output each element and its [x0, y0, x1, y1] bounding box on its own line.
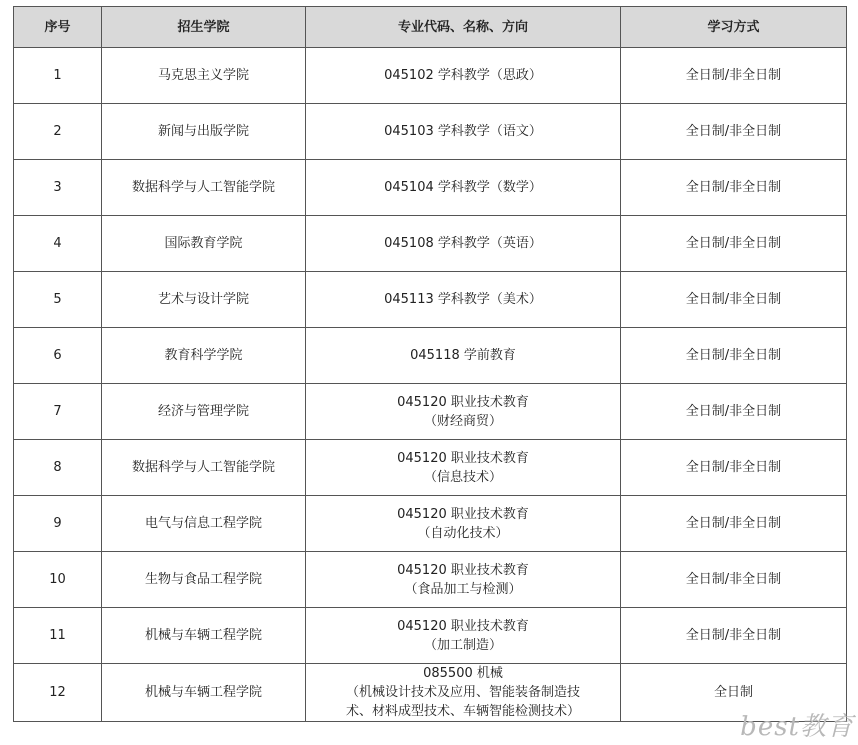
cell-major [306, 48, 621, 104]
major-line: （机械设计技术及应用、智能装备制造技 [345, 685, 580, 700]
header-college: 招生学院 [102, 7, 306, 48]
cell-mode: 全日制/非全日制 [621, 160, 847, 216]
cell-no: 11 [14, 608, 102, 664]
cell-no: 6 [14, 328, 102, 384]
table-row [14, 552, 847, 608]
table-row [14, 160, 847, 216]
major-line: 045120 职业技术教育 [397, 506, 529, 522]
major-line: 045103 学科教学（语文） [384, 124, 542, 139]
table-row [14, 384, 847, 440]
cell-no: 2 [14, 104, 102, 160]
cell-major [306, 272, 621, 328]
cell-college: 数据科学与人工智能学院 [102, 160, 306, 216]
cell-major [306, 328, 621, 384]
major-line: 045104 学科教学（数学） [384, 180, 542, 195]
major-line: （加工制造） [423, 637, 502, 653]
cell-mode: 全日制/非全日制 [621, 440, 847, 496]
table-row [14, 496, 847, 552]
cell-major [306, 216, 621, 272]
header-major: 专业代码、名称、方向 [306, 7, 621, 48]
major-line: 045113 学科教学（美术） [384, 292, 542, 307]
table-header-row [14, 7, 847, 48]
cell-mode: 全日制 [621, 664, 847, 722]
admissions-table [13, 6, 847, 722]
cell-college: 机械与车辆工程学院 [102, 664, 306, 722]
table-row [14, 272, 847, 328]
table-row [14, 608, 847, 664]
major-line: （财经商贸） [423, 413, 502, 429]
cell-mode: 全日制/非全日制 [621, 384, 847, 440]
table-row [14, 48, 847, 104]
cell-college: 国际教育学院 [102, 216, 306, 272]
cell-mode: 全日制/非全日制 [621, 328, 847, 384]
cell-mode: 全日制/非全日制 [621, 216, 847, 272]
cell-college: 艺术与设计学院 [102, 272, 306, 328]
cell-no: 4 [14, 216, 102, 272]
cell-mode: 全日制/非全日制 [621, 496, 847, 552]
cell-mode: 全日制/非全日制 [621, 48, 847, 104]
major-line: 045120 职业技术教育 [397, 394, 529, 410]
cell-college: 经济与管理学院 [102, 384, 306, 440]
cell-no: 12 [14, 664, 102, 722]
cell-no: 8 [14, 440, 102, 496]
cell-college: 生物与食品工程学院 [102, 552, 306, 608]
cell-major [306, 384, 621, 440]
cell-major [306, 664, 621, 722]
cell-major [306, 552, 621, 608]
table-row [14, 328, 847, 384]
major-line: 045120 职业技术教育 [397, 562, 529, 578]
cell-no: 10 [14, 552, 102, 608]
cell-no: 9 [14, 496, 102, 552]
cell-college: 新闻与出版学院 [102, 104, 306, 160]
cell-no: 7 [14, 384, 102, 440]
major-line: 045102 学科教学（思政） [384, 68, 542, 83]
major-line: 045108 学科教学（英语） [384, 236, 542, 251]
cell-major [306, 160, 621, 216]
cell-no: 1 [14, 48, 102, 104]
cell-mode: 全日制/非全日制 [621, 272, 847, 328]
major-line: （信息技术） [423, 469, 502, 485]
major-line: （食品加工与检测） [404, 581, 522, 597]
cell-mode: 全日制/非全日制 [621, 104, 847, 160]
header-mode: 学习方式 [621, 7, 847, 48]
table-row [14, 104, 847, 160]
cell-major [306, 496, 621, 552]
major-line: 045118 学前教育 [410, 348, 516, 363]
cell-college: 电气与信息工程学院 [102, 496, 306, 552]
cell-college: 机械与车辆工程学院 [102, 608, 306, 664]
major-line: 085500 机械 [423, 666, 503, 681]
cell-no: 5 [14, 272, 102, 328]
cell-college: 数据科学与人工智能学院 [102, 440, 306, 496]
cell-mode: 全日制/非全日制 [621, 552, 847, 608]
header-no: 序号 [14, 7, 102, 48]
cell-major [306, 440, 621, 496]
table-row [14, 216, 847, 272]
major-line: 术、材料成型技术、车辆智能检测技术） [345, 704, 580, 719]
cell-mode: 全日制/非全日制 [621, 608, 847, 664]
major-line: 045120 职业技术教育 [397, 618, 529, 634]
major-line: 045120 职业技术教育 [397, 450, 529, 466]
cell-major [306, 104, 621, 160]
major-line: （自动化技术） [417, 525, 509, 541]
table-row [14, 440, 847, 496]
cell-college: 马克思主义学院 [102, 48, 306, 104]
cell-no: 3 [14, 160, 102, 216]
watermark: best教育 [740, 712, 854, 742]
table-row [14, 664, 847, 722]
cell-college: 教育科学学院 [102, 328, 306, 384]
cell-major [306, 608, 621, 664]
